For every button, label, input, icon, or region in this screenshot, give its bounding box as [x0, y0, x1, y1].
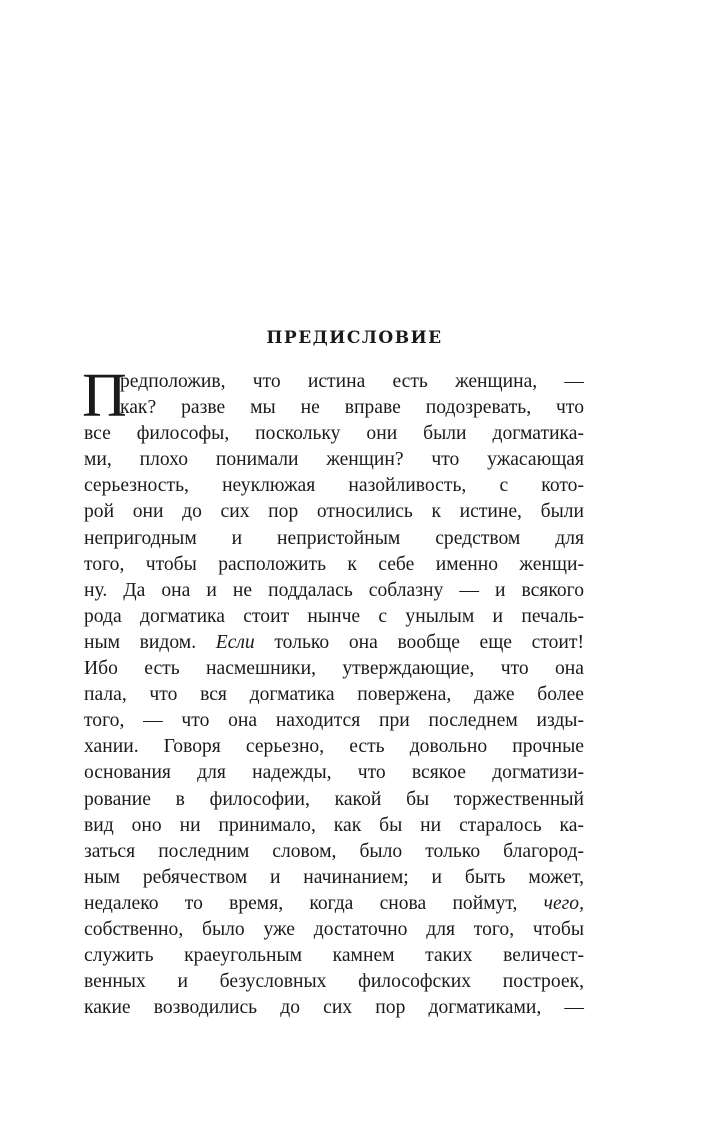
text-line: Ибо есть насмешники, утверждающие, что она — [84, 658, 584, 680]
text-line: основания для надежды, что всякое догматизи- — [84, 762, 584, 784]
italic-emphasis: чего, — [543, 892, 584, 914]
text-line: недалеко то время, когда снова поймут, чего, — [84, 892, 584, 914]
text-line: служить краеугольным камнем таких величест- — [84, 945, 584, 967]
text-line: рой они до сих пор относились к истине, были — [84, 501, 584, 523]
text-line: ным видом. Если только она вообще еще стоит! — [84, 631, 584, 653]
text-line: рование в философии, какой бы торжественный — [84, 788, 584, 810]
text-line: ным ребячеством и начинанием; и быть может, — [84, 866, 584, 888]
text-line: ми, плохо понимали женщин? что ужасающая — [84, 449, 584, 471]
text-line: непригодным и непристойным средством для — [84, 527, 584, 549]
italic-emphasis: Если — [215, 631, 255, 653]
text-line: того, — что она находится при последнем изды- — [84, 710, 584, 732]
text-line: вид оно ни принимало, как бы ни старалось ка- — [84, 814, 584, 836]
text-line: заться последним словом, было только благород- — [84, 840, 584, 862]
text-line: пала, что вся догматика повержена, даже более — [84, 684, 584, 706]
text-line: серьезность, неуклюжая назойливость, с кото- — [84, 475, 584, 497]
text-line: рода догматика стоит нынче с унылым и печаль- — [84, 605, 584, 627]
text-line: ну. Да она и не поддалась соблазну — и всякого — [84, 579, 584, 601]
text-line: венных и безусловных философских построек, — [84, 971, 584, 993]
drop-cap: П — [82, 362, 127, 430]
text-line: собственно, было уже достаточно для того, чтобы — [84, 918, 584, 940]
text-line: как? разве мы не вправе подозревать, что — [120, 397, 584, 419]
text-line: все философы, поскольку они были догматика- — [84, 423, 584, 445]
text-line: какие возводились до сих пор догматиками, — — [84, 997, 584, 1019]
text-line: редположив, что истина есть женщина, — — [120, 371, 584, 392]
chapter-heading: ПРЕДИСЛОВИЕ — [266, 328, 443, 348]
text-line: хании. Говоря серьезно, есть довольно прочные — [84, 736, 584, 758]
body-text — [82, 362, 584, 1021]
text-line: того, чтобы расположить к себе именно женщи- — [84, 553, 584, 575]
